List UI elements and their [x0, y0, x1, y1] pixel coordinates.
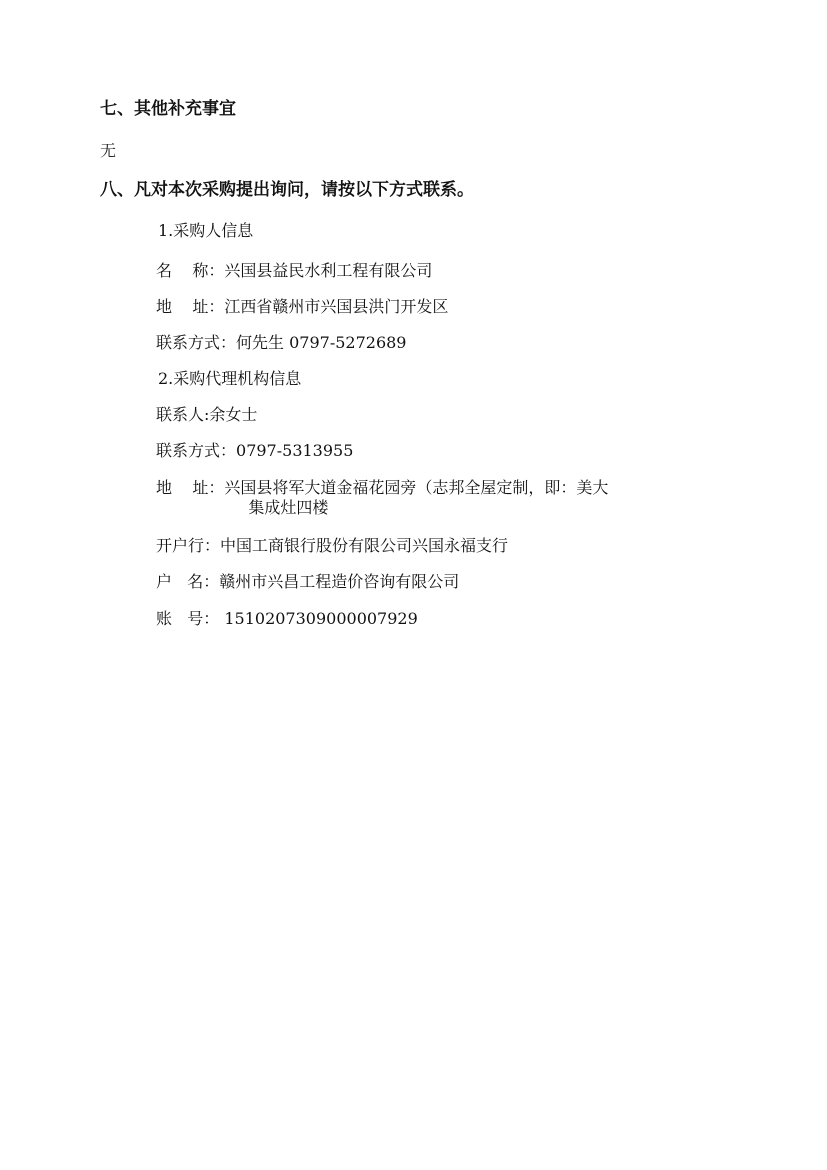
agency-bank-row: [156, 536, 508, 556]
section-7-content: 无: [100, 141, 117, 160]
agency-person-label: 联系人:: [156, 405, 210, 424]
agency-person-value: 余女士: [209, 405, 258, 424]
section-8-title: 八、凡对本次采购提出询问，请按以下方式联系。: [100, 180, 474, 200]
agency-contact-row: [156, 441, 353, 461]
agency-address-line-2: 集成灶四楼: [248, 498, 329, 517]
agency-heading: 2.采购代理机构信息: [158, 369, 302, 388]
agency-account-name-label: 户 名：: [156, 572, 220, 591]
purchaser-name-label: 名 称：: [156, 261, 225, 280]
purchaser-name-row: [156, 261, 432, 281]
agency-account-number-value: 1510207309000007929: [219, 609, 418, 628]
agency-contact-value: 0797-5313955: [236, 441, 354, 460]
agency-address-line-1: 兴国县将军大道金福花园旁（志邦全屋定制，即：美大: [224, 478, 609, 497]
agency-account-number-row: [156, 609, 418, 629]
agency-bank-value: 中国工商银行股份有限公司兴国永福支行: [220, 536, 509, 555]
purchaser-address-value: 江西省赣州市兴国县洪门开发区: [224, 297, 449, 316]
section-7-title: 七、其他补充事宜: [100, 99, 236, 119]
purchaser-contact-label: 联系方式：: [156, 333, 237, 352]
purchaser-heading: 1.采购人信息: [158, 221, 254, 240]
agency-bank-label: 开户行：: [156, 536, 221, 555]
agency-contact-label: 联系方式：: [156, 441, 237, 460]
agency-account-name-row: [156, 572, 459, 592]
agency-address-label: 地 址：: [156, 478, 225, 497]
agency-account-name-value: 赣州市兴昌工程造价咨询有限公司: [219, 572, 460, 591]
purchaser-name-value: 兴国县益民水利工程有限公司: [224, 261, 433, 280]
purchaser-address-row: [156, 297, 448, 317]
agency-address-value: [224, 478, 694, 518]
purchaser-contact-row: [156, 333, 407, 353]
purchaser-contact-value: 何先生 0797-5272689: [236, 333, 407, 352]
agency-person-row: [156, 405, 257, 425]
agency-address-row: [156, 478, 694, 518]
agency-account-number-label: 账 号：: [156, 609, 220, 628]
purchaser-address-label: 地 址：: [156, 297, 225, 316]
